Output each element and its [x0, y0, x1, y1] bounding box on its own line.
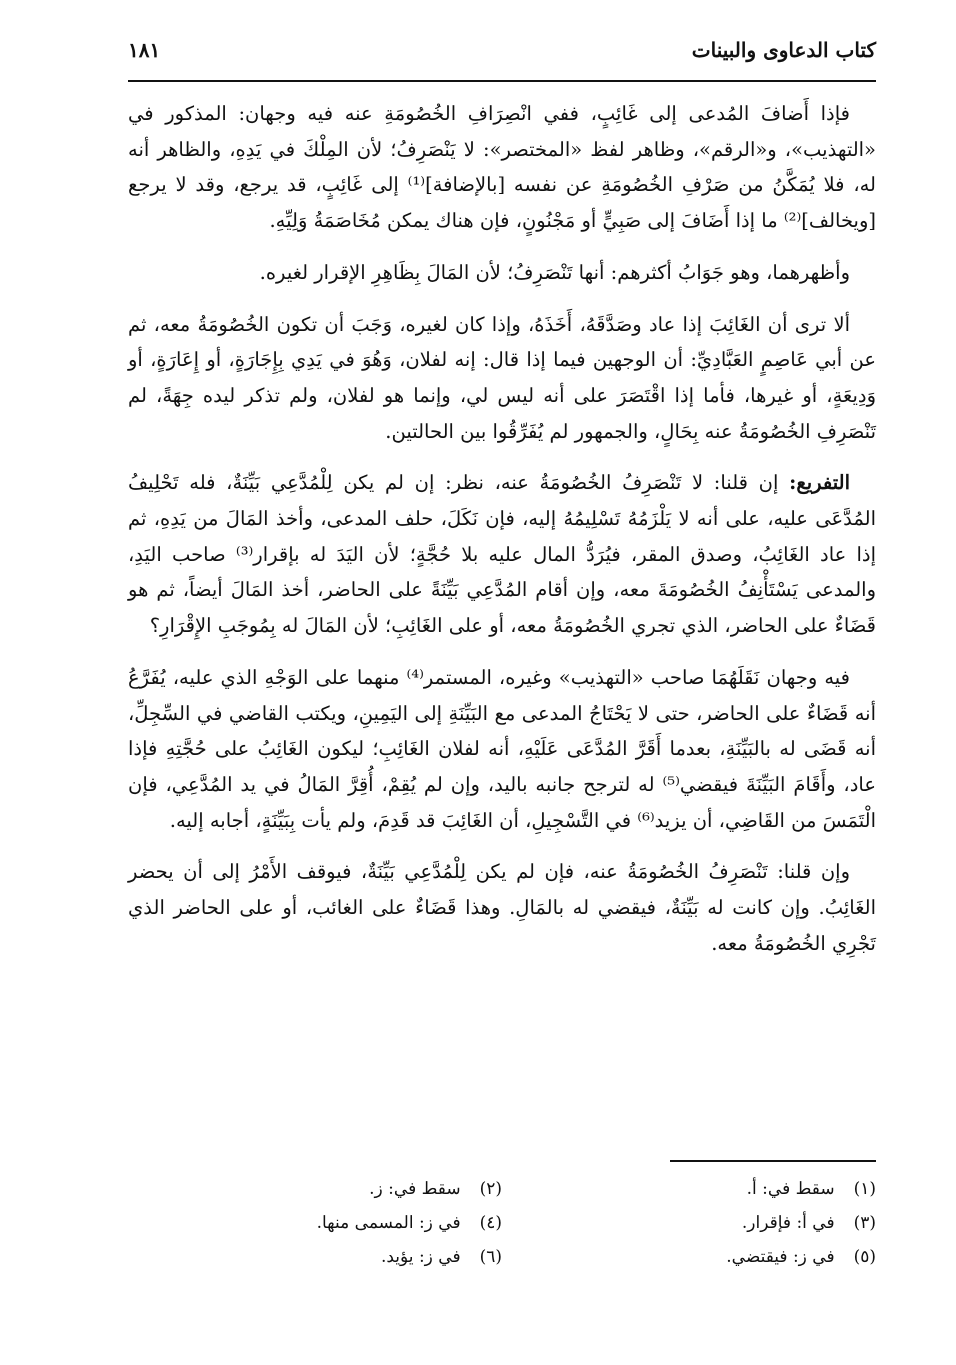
footnote-number: (٢): [479, 1179, 502, 1199]
footnote: [502, 1240, 876, 1274]
paragraph-lead: التفريع:: [789, 471, 850, 495]
footnote-text: في ز: يؤيد.: [380, 1247, 461, 1267]
paragraph: [128, 465, 876, 644]
footnote: [128, 1206, 502, 1240]
paragraph-text: فيه وجهان نَقَلَهُمَا صاحب «التهذيب» وغيره، المستمر⁽⁴⁾ منهما على الوَجْهِ الذي عليه، يُفَرَّعُ أنه قَضَاءٌ على الحاضر، حتى لا يَحْتَاجُ المدعى مع البَيِّنَةِ إلى اليَمِينِ، ويكتب القاضي في السِّجِلِّ، أنه قَضَى له بالبَيِّنَةِ، بعدما أَقَرَّ المُدَّعَى عَلَيْهِ، أنه لفلان الغَائِبِ؛ ليكون الغَائِبُ على حُجَّتِهِ فإذا عاد، وأَقَامَ البَيِّنَةَ فيقضي⁽⁵⁾ له لترجح جانبه باليد، وإن لم يُقِمْ، أُقِرَّ المَالُ في يد المُدَّعِي، فإن الْتَمَسَ من القَاضِي، أن يزيد⁽⁶⁾ في التَّسْجِيلِ، أن الغَائِبَ قد قَدِمَ، ولم يأت بِبَيِّنَةٍ، أجابه إليه.: [128, 665, 876, 832]
footnote-number: (٥): [853, 1247, 876, 1267]
page-number: ١٨١: [128, 38, 161, 62]
footnote-row: [128, 1206, 876, 1240]
footnote: [502, 1206, 876, 1240]
footnote-text: في ز: فيقتضي.: [726, 1247, 835, 1267]
paragraph-text: وأظهرهما، وهو جَوَابُ أكثرهم: أنها تَنْصَرِفُ؛ لأن المَالَ بِظَاهِرِ الإقرار لغيره.: [259, 260, 850, 284]
paragraph: [128, 255, 876, 291]
footnote-row: [128, 1172, 876, 1206]
running-header: [128, 30, 876, 82]
paragraph: [128, 660, 876, 839]
footnote: [128, 1172, 502, 1206]
footnote-row: [128, 1240, 876, 1274]
footnote-text: سقط في: ز.: [369, 1179, 461, 1199]
footnote-number: (١): [853, 1179, 876, 1199]
footnote-text: سقط في: أ.: [746, 1179, 835, 1199]
footnote-number: (٣): [853, 1213, 876, 1233]
paragraph: [128, 854, 876, 961]
footnote-divider: [670, 1160, 876, 1162]
footnote-number: (٦): [479, 1247, 502, 1267]
paragraph: [128, 96, 876, 239]
footnotes: [128, 1172, 876, 1274]
footnote-text: في أ: فإقرار.: [741, 1213, 835, 1233]
paragraph-text: وإن قلنا: تَنْصَرِفُ الخُصُومَةُ عنه، فإن لم يكن لِلْمُدَّعِي بَيِّنَةٌ، فيوقف الأَمْرُ إلى أن يحضر الغَائِبُ. وإن كانت له بَيِّنَةٌ، فيقضي له بالمَالِ. وهذا قَضَاءٌ على الغائب، أو على الحاضر الذي تَجْرِي الخُصُومَةُ معه.: [128, 860, 876, 955]
main-text: [128, 96, 876, 977]
paragraph-text: إن قلنا: لا تَنْصَرِفُ الخُصُومَةُ عنه، نظر: إن لم يكن لِلْمُدَّعِي بَيِّنَةٌ، فله تَحْلِيفُ المُدَّعَى عليه، على أنه لا يَلْزَمُهُ تَسْلِيمُهُ إليه، فإن نَكَلَ، حلف المدعى، وأخذ المَالَ من يَدِهِ، ثم إذا عاد الغَائِبُ، وصدق المقر، فيُرَدُّ المال عليه بلا حُجَّةٍ؛ لأن اليَدَ له بإقرار⁽³⁾ صاحب اليَدِ، والمدعى يَسْتَأْنِفُ الخُصُومَةَ معه، وإن أقام المُدَّعِي بَيِّنَةً على الحاضر، أخذ المَالَ أيضاً، ثم هو قَضَاءٌ على الحاضر، الذي تجري الخُصُومَةُ معه، أو على الغَائِبِ؛ لأن المَالَ له بِمُوجَبِ الإِقْرَارِ؟: [128, 471, 876, 638]
paragraph: [128, 307, 876, 450]
footnote-number: (٤): [479, 1213, 502, 1233]
footnote-text: في ز: المسمى منها.: [316, 1213, 461, 1233]
paragraph-text: ألا ترى أن الغَائِبَ إذا عاد وصَدَّقَهُ، أَخَذَهُ، وإذا كان لغيره، وَجَبَ أن تكون الخُصُومَةُ معه، ثم عن أبي عَاصِمٍ العَبَّادِيِّ: أن الوجهين فيما إذا قال: إنه لفلان، وَهُوَ في يَدِي بِإِجَارَةٍ، أو إِعَارَةٍ، أو وَدِيعَةٍ، أو غيرها، فأما إذا اقْتَصَرَ على أنه ليس لي، وإنما هو لفلان، ولم تذكر ليده جِهَةً، لم تَنْصَرِفِ الخُصُومَةُ عنه بِحَالٍ، والجمهور لم يُفَرِّقُوا بين الحالتين.: [128, 312, 876, 443]
footnote: [128, 1240, 502, 1274]
paragraph-text: فإذا أَضافَ المُدعى إلى غَائِبٍ، ففي انْصِرَافِ الخُصُومَةِ عنه فيه وجهان: المذكور في «التهذيب»، و«الرقم»، وظاهر لفظ «المختصر»: لا يَنْصَرِفُ؛ لأن المِلْكَ في يَدِهِ، والظاهر أنه له، فلا يُمَكَّنُ من صَرْفِ الخُصُومَةِ عن نفسه [بالإضافة]⁽¹⁾ إلى غَائِبٍ، قد يرجع، وقد لا يرجع [ويخالف]⁽²⁾ ما إذا أَضَافَ إلى صَبِيٍّ أو مَجْنُونٍ، فإن هناك يمكن مُخَاصَمَةُ وَلِيِّهِ.: [128, 102, 877, 233]
footnote: [502, 1172, 876, 1206]
book-title: كتاب الدعاوى والبينات: [691, 38, 876, 62]
